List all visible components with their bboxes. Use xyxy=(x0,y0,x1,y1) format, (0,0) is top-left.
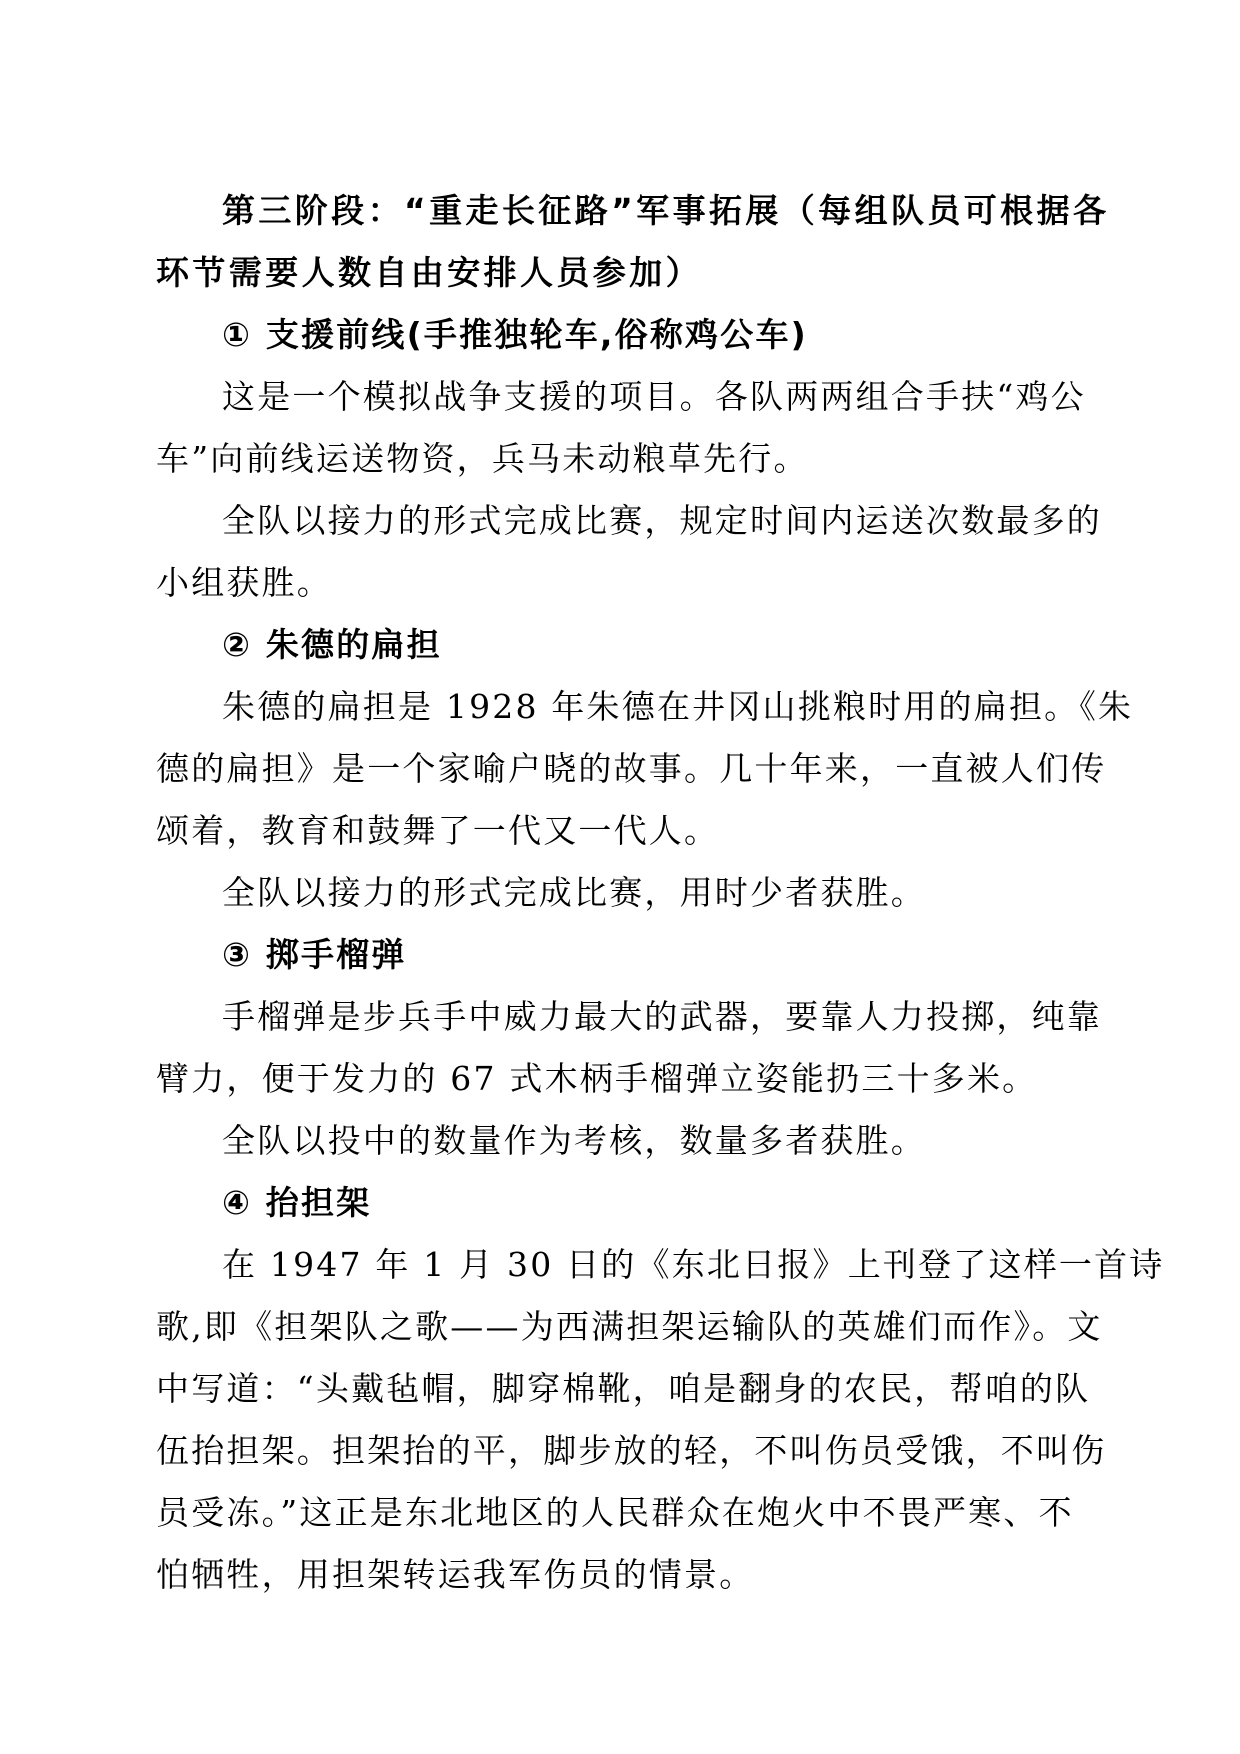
paragraph-line: 全队以投中的数量作为考核，数量多者获胜。 xyxy=(222,1121,926,1160)
document-body xyxy=(156,180,1165,1606)
item-grenade-throw xyxy=(156,924,1102,1172)
paragraph-line: 全队以接力的形式完成比赛，用时少者获胜。 xyxy=(222,873,926,912)
paragraph-line: 中写道：“头戴毡帽，脚穿棉靴，咱是翻身的农民，帮咱的队 xyxy=(156,1369,1091,1408)
paragraph-line: 车”向前线运送物资，兵马未动粮草先行。 xyxy=(156,439,809,478)
item-heading: ② 朱德的扁担 xyxy=(222,625,442,664)
paragraph-line: 臂力，便于发力的 67 式木柄手榴弹立姿能扔三十多米。 xyxy=(156,1059,1038,1098)
paragraph xyxy=(156,490,1102,614)
section-title xyxy=(156,180,1110,304)
section-title-line: 环节需要人数自由安排人员参加） xyxy=(156,253,702,292)
item-zhude-shoulder-pole xyxy=(156,614,1134,924)
paragraph-line: 歌,即《担架队之歌——为西满担架运输队的英雄们而作》。文 xyxy=(156,1307,1103,1346)
paragraph xyxy=(156,862,1076,924)
paragraph xyxy=(156,676,1134,862)
paragraph xyxy=(156,1110,1076,1172)
paragraph-line: 小组获胜。 xyxy=(156,563,332,602)
item-heading: ① 支援前线(手推独轮车,俗称鸡公车) xyxy=(222,315,808,354)
item-stretcher-carry xyxy=(156,1172,1165,1606)
paragraph-line: 德的扁担》是一个家喻户晓的故事。几十年来，一直被人们传 xyxy=(156,749,1107,788)
paragraph-line: 朱德的扁担是 1928 年朱德在井冈山挑粮时用的扁担。《朱 xyxy=(222,687,1134,726)
item-support-frontline xyxy=(156,304,1102,614)
paragraph-line: 怕牺牲，用担架转运我军伤员的情景。 xyxy=(156,1555,755,1594)
paragraph-line: 伍抬担架。担架抬的平，脚步放的轻，不叫伤员受饿，不叫伤 xyxy=(156,1431,1107,1470)
section-title-line: 第三阶段：“重走长征路”军事拓展（每组队员可根据各 xyxy=(222,191,1110,230)
item-heading: ④ 抬担架 xyxy=(222,1183,372,1222)
paragraph-line: 手榴弹是步兵手中威力最大的武器，要靠人力投掷，纯靠 xyxy=(222,997,1102,1036)
paragraph xyxy=(156,366,1086,490)
paragraph xyxy=(156,986,1102,1110)
paragraph xyxy=(156,1234,1165,1606)
paragraph-line: 这是一个模拟战争支援的项目。各队两两组合手扶“鸡公 xyxy=(222,377,1086,416)
paragraph-line: 颂着，教育和鼓舞了一代又一代人。 xyxy=(156,811,720,850)
item-heading: ③ 掷手榴弹 xyxy=(222,935,407,974)
paragraph-line: 在 1947 年 1 月 30 日的《东北日报》上刊登了这样一首诗 xyxy=(222,1245,1165,1284)
paragraph-line: 员受冻。”这正是东北地区的人民群众在炮火中不畏严寒、不 xyxy=(156,1493,1074,1532)
paragraph-line: 全队以接力的形式完成比赛，规定时间内运送次数最多的 xyxy=(222,501,1102,540)
